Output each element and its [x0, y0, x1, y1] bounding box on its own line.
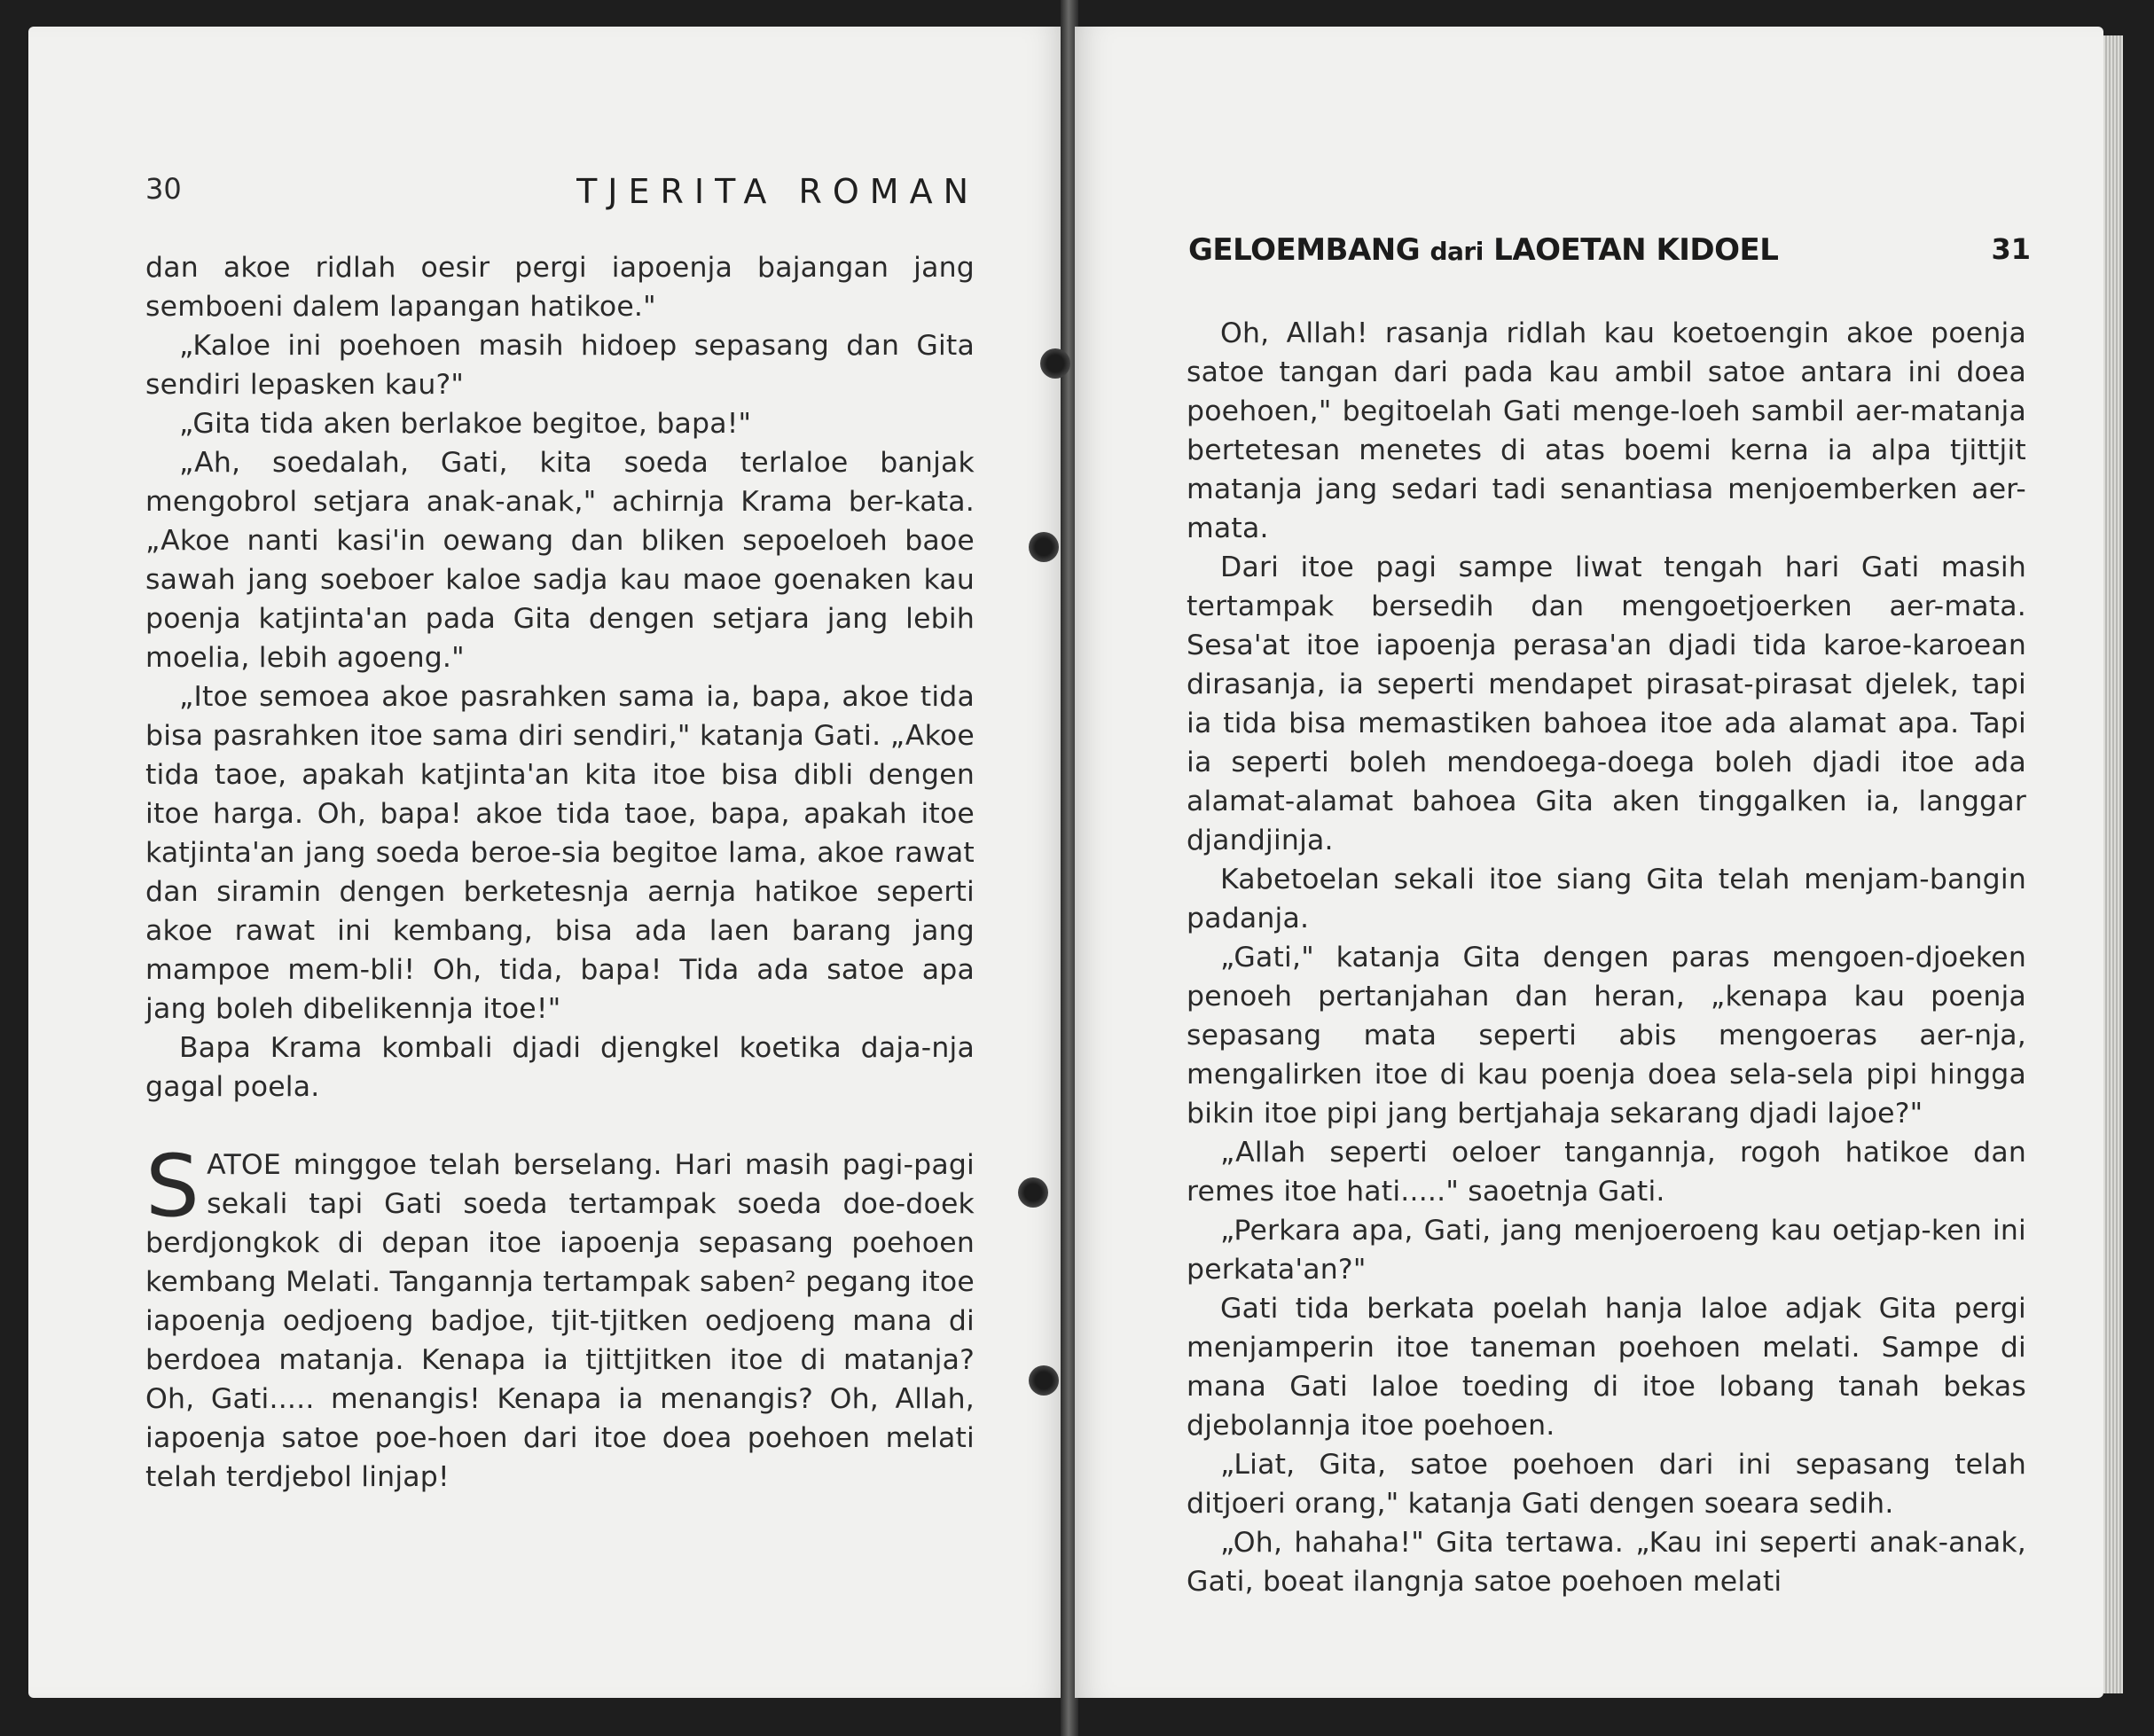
- right-page-number: 31: [1991, 232, 2031, 266]
- right-running-title: [1188, 232, 1778, 268]
- binding-hole: [1018, 1177, 1048, 1208]
- paragraph: Dari itoe pagi sampe liwat tengah hari Gati masih tertampak bersedih dan mengoetjoerken aer-mata. Sesa'at itoe iapoenja perasa'an djadi tida karoe-karoean dirasanja, ia seperti mendapet pirasat-pirasat djelek, tapi ia tida bisa memastiken bahoea itoe ada alamat apa. Tapi ia seperti boleh mendoega-doega boleh djadi itoe ada alamat-alamat bahoea Gita aken tinggalken ia, langgar djandjinja.: [1187, 551, 2026, 856]
- paragraph: Kabetoelan sekali itoe siang Gita telah menjam-bangin padanja.: [1187, 864, 2026, 934]
- paragraph: „Kaloe ini poehoen masih hidoep sepasang dan Gita sendiri lepasken kau?": [145, 330, 975, 401]
- section-text: ATOE minggoe telah berselang. Hari masih pagi-pagi sekali tapi Gati soeda tertampak soeda doe-doek berdjongkok di depan itoe iapoenja sepasang poehoen kembang Melati. Tangannja tertampak saben² pegang itoe iapoenja oedjoeng badjoe, tjit-tjitken oedjoeng mana di berdoea matanja. Kenapa ia tjittjitken itoe di matanja? Oh, Gati..... menangis! Kenapa ia menangis? Oh, Allah, iapoenja satoe poe-hoen dari itoe doea poehoen melati telah terdjebol linjap!: [145, 1149, 975, 1493]
- running-title-main: GELOEMBANG: [1188, 232, 1421, 268]
- paragraph: dan akoe ridlah oesir pergi iapoenja bajangan jang semboeni dalem lapangan hatikoe.": [145, 252, 975, 323]
- running-title-dari: dari: [1429, 237, 1484, 266]
- binding-hole: [1029, 532, 1059, 562]
- left-page: [28, 27, 1064, 1698]
- running-title-end: LAOETAN KIDOEL: [1493, 232, 1779, 268]
- right-page-body: [1187, 314, 2026, 1601]
- paragraph: „Gati," katanja Gita dengen paras mengoen-djoeken penoeh pertanjahan dan heran, „kenapa kau poenja sepasang mata seperti abis mengoeras aer-nja, mengalirken itoe di kau poenja doea sela-sela pipi hingga bikin itoe pipi jang bertjahaja sekarang djadi lajoe?": [1187, 942, 2026, 1130]
- binding-hole: [1040, 348, 1070, 379]
- left-running-title: TJERITA ROMAN: [576, 172, 979, 211]
- paragraph: Bapa Krama kombali djadi djengkel koetika daja-nja gagal poela.: [145, 1032, 975, 1103]
- paragraph: „Itoe semoea akoe pasrahken sama ia, bapa, akoe tida bisa pasrahken itoe sama diri sendiri," katanja Gati. „Akoe tida taoe, apakah katjinta'an kita itoe bisa dibli dengen itoe harga. Oh, bapa! akoe tida taoe, bapa, apakah itoe katjinta'an jang soeda beroe-sia begitoe lama, akoe rawat dan siramin dengen berketesnja aernja hatikoe seperti akoe rawat ini kembang, bisa ada laen barang jang mampoe mem-bli! Oh, tida, bapa! Tida ada satoe apa jang boleh dibelikennja itoe!": [145, 681, 975, 1025]
- drop-cap: S: [145, 1137, 200, 1236]
- section-paragraph: [145, 1137, 975, 1497]
- left-page-number: 30: [145, 172, 182, 206]
- right-page-header: [1188, 232, 2031, 273]
- paragraph: „Oh, hahaha!" Gita tertawa. „Kau ini seperti anak-anak, Gati, boeat ilangnja satoe poehoen melati: [1187, 1527, 2026, 1598]
- paragraph: Gati tida berkata poelah hanja laloe adjak Gita pergi menjamperin itoe taneman poehoen melati. Sampe di mana Gati laloe toeding di itoe lobang tanah bekas djebolannja itoe poehoen.: [1187, 1293, 2026, 1442]
- paragraph: „Ah, soedalah, Gati, kita soeda terlaloe banjak mengobrol setjara anak-anak," achirnja Krama ber-kata. „Akoe nanti kasi'in oewang dan bliken sepoeloeh baoe sawah jang soeboer kaloe sadja kau maoe goenaken kau poenja katjinta'an pada Gita dengen setjara jang lebih moelia, lebih agoeng.": [145, 447, 975, 674]
- left-page-body: [145, 248, 975, 1497]
- paragraph: „Gita tida aken berlakoe begitoe, bapa!": [179, 408, 752, 440]
- page-stack-edge: [2103, 35, 2123, 1693]
- paragraph: Oh, Allah! rasanja ridlah kau koetoengin akoe poenja satoe tangan dari pada kau ambil satoe antara ini doea poehoen," begitoelah Gati menge-loeh sambil aer-matanja bertetesan menetes di atas boemi kerna ia alpa tjittjit matanja jang sedari tadi senantiasa menjoemberken aer-mata.: [1187, 317, 2026, 544]
- paragraph: „Liat, Gita, satoe poehoen dari ini sepasang telah ditjoeri orang," katanja Gati dengen soeara sedih.: [1187, 1449, 2026, 1520]
- right-page: [1075, 27, 2103, 1698]
- section-break: [145, 1107, 975, 1146]
- paragraph: „Perkara apa, Gati, jang menjoeroeng kau oetjap-ken ini perkata'an?": [1187, 1215, 2026, 1286]
- left-page-header: [145, 172, 979, 213]
- paragraph: „Allah seperti oeloer tangannja, rogoh hatikoe dan remes itoe hati....." saoetnja Gati.: [1187, 1137, 2026, 1208]
- binding-hole: [1029, 1365, 1059, 1396]
